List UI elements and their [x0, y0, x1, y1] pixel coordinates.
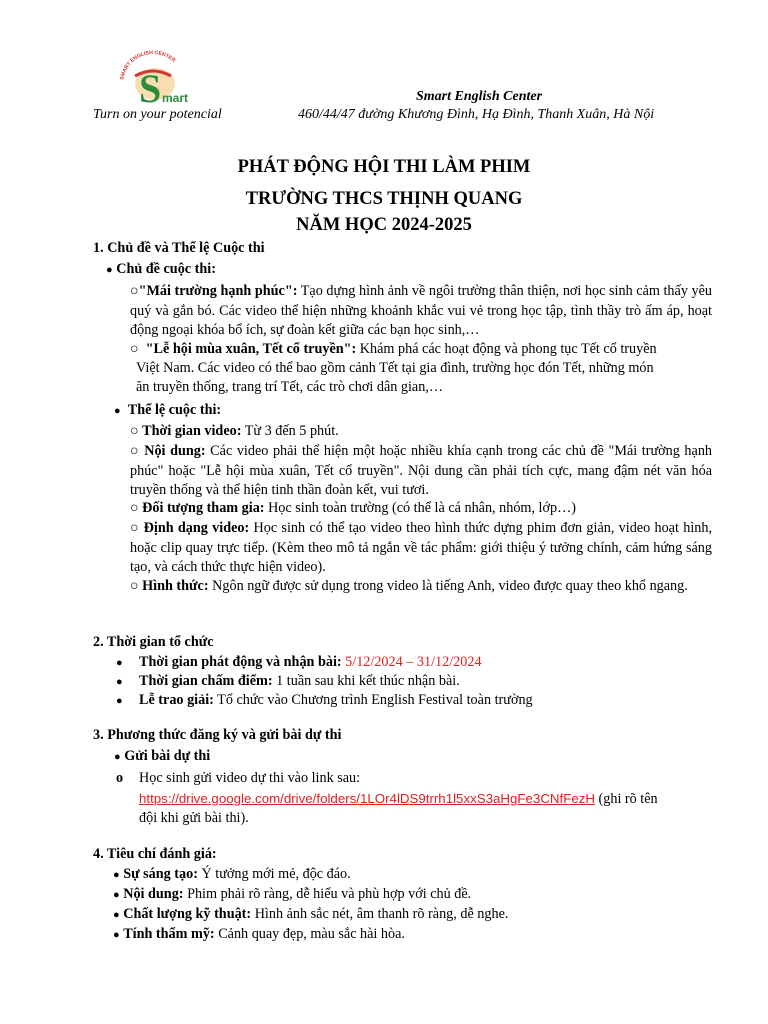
- rule-4: [130, 519, 712, 578]
- schedule-item-3: [116, 692, 123, 709]
- rule-1-text: Từ 3 đến 5 phút.: [241, 423, 339, 439]
- rule-4-text: Học sinh có thể tạo video theo hình thức dựng phim đơn giản, video hoạt hình, hoặc clip quay trực tiếp. (Kèm theo mô tả ngắn về tác phẩm: giới thiệu ý tưởng chính, cảm hứng sáng tạo, và cách thức thực hiện video).: [130, 520, 712, 576]
- rule-2-text: Các video phải thể hiện một hoặc nhiều khía cạnh trong các chủ đề "Mái trường hạnh phúc" hoặc "Lễ hội mùa xuân, Tết cổ truyền". Nội dung cần phải tích cực, mang đậm nét văn hóa truyền thống và thể hiện tinh thần đoàn kết, vui tươi.: [130, 443, 713, 499]
- submit-item: [114, 748, 210, 765]
- logo-suffix: mart: [162, 91, 189, 105]
- circle-bullet-icon: ○: [130, 500, 139, 516]
- address: 460/44/47 đường Khương Đình, Hạ Đình, Thanh Xuân, Hà Nội: [298, 107, 655, 122]
- criterion-2: [113, 886, 471, 903]
- topic-1-paragraph: [130, 282, 712, 341]
- section-2-heading: 2. Thời gian tổ chức: [93, 634, 214, 650]
- link-note: (ghi rõ tên: [594, 791, 658, 807]
- schedule-item-1-value: 5/12/2024 – 31/12/2024: [345, 654, 482, 670]
- criterion-2-text: Phim phải rõ ràng, dễ hiểu và phù hợp với chủ đề.: [183, 886, 472, 902]
- circle-bullet-icon: ○: [130, 520, 140, 536]
- rule-3-label: Đối tượng tham gia:: [142, 500, 265, 516]
- topic-2-line-1: [130, 341, 657, 358]
- circle-bullet-icon: ○: [130, 341, 139, 357]
- drive-link[interactable]: https://drive.google.com/drive/folders/1LOr4lDS9trrh1l5xxS3aHgFe3CNfFezH: [139, 791, 595, 806]
- schedule-item-3-text: [139, 692, 533, 709]
- circle-bullet-icon: ○: [130, 283, 139, 299]
- o-bullet-icon: o: [116, 770, 124, 786]
- rule-3-text: Học sinh toàn trường (có thể là cá nhân, nhóm, lớp…): [264, 500, 577, 516]
- motto: Turn on your potencial: [93, 107, 222, 122]
- bullet-icon: ●: [113, 889, 120, 901]
- criterion-2-label: Nội dung:: [123, 886, 184, 902]
- title-line-2: TRƯỜNG THCS THỊNH QUANG: [245, 189, 523, 209]
- rules-item: [114, 402, 221, 419]
- criterion-1-text: Ý tưởng mới mẻ, độc đáo.: [197, 866, 351, 882]
- rule-1-label: Thời gian video:: [142, 423, 242, 439]
- criterion-4-text: Cảnh quay đẹp, màu sắc hài hòa.: [214, 926, 405, 942]
- schedule-item-3-label: Lễ trao giải:: [139, 692, 214, 708]
- topic-2-text: Khám phá các hoạt động và phong tục Tết cổ truyền: [356, 341, 657, 357]
- submit-label: Gửi bài dự thi: [124, 748, 211, 764]
- circle-bullet-icon: ○: [130, 443, 140, 459]
- topics-label: Chủ đề cuộc thi:: [116, 261, 216, 277]
- rule-4-label: Định dạng video:: [143, 520, 250, 536]
- criterion-3-text: Hình ảnh sắc nét, âm thanh rõ ràng, dễ nghe.: [251, 906, 509, 922]
- topic-1-label: "Mái trường hạnh phúc":: [138, 283, 298, 299]
- title-line-1: PHÁT ĐỘNG HỘI THI LÀM PHIM: [237, 157, 531, 177]
- circle-bullet-icon: ○: [130, 578, 139, 594]
- section-1-heading: 1. Chủ đề và Thể lệ Cuộc thi: [93, 240, 265, 256]
- circle-bullet-icon: ○: [130, 423, 139, 439]
- bullet-icon: ●: [114, 405, 121, 417]
- schedule-item-1: [116, 654, 123, 671]
- schedule-item-1-text: [139, 654, 482, 671]
- rule-2: [130, 442, 712, 501]
- rule-5-text: Ngôn ngữ được sử dụng trong video là tiếng Anh, video được quay theo khổ ngang.: [208, 578, 688, 594]
- criterion-1: [113, 866, 351, 883]
- rule-3: [130, 500, 576, 517]
- bullet-icon: ●: [116, 676, 123, 688]
- criterion-3: [113, 906, 508, 923]
- smart-english-center-logo: [113, 46, 193, 108]
- criterion-3-label: Chất lượng kỹ thuật:: [123, 906, 252, 922]
- logo-letter: S: [139, 66, 162, 108]
- bullet-icon: ●: [106, 264, 113, 276]
- bullet-icon: ●: [113, 909, 120, 921]
- schedule-item-2-value: 1 tuần sau khi kết thúc nhận bài.: [272, 673, 460, 689]
- rule-1: [130, 423, 339, 440]
- topic-2-label: "Lễ hội mùa xuân, Tết cổ truyền":: [145, 341, 357, 357]
- bullet-icon: ●: [113, 929, 120, 941]
- topic-2-line-3: ăn truyền thống, trang trí Tết, các trò chơi dân gian,…: [136, 379, 444, 395]
- center-name: Smart English Center: [416, 89, 543, 104]
- schedule-item-2-label: Thời gian chấm điểm:: [139, 673, 273, 689]
- rule-5-label: Hình thức:: [142, 578, 209, 594]
- logo-arc-text: SMART ENGLISH CENTER: [119, 49, 177, 81]
- rule-2-label: Nội dung:: [144, 443, 206, 459]
- section-3-heading: 3. Phương thức đăng ký và gửi bài dự thi: [93, 727, 342, 743]
- criterion-4-label: Tính thẩm mỹ:: [123, 926, 215, 942]
- submit-link-line: [139, 791, 658, 808]
- bullet-icon: ●: [113, 869, 120, 881]
- rule-5: [130, 577, 712, 597]
- submit-text: Học sinh gửi video dự thi vào link sau:: [139, 770, 361, 786]
- topics-item: [106, 261, 216, 278]
- criterion-4: [113, 926, 405, 943]
- topic-1-text: Tạo dựng hình ảnh về ngôi trường thân thiện, nơi học sinh cảm thấy yêu quý và gắn bó. Các video thể hiện những khoảnh khắc vui vẻ trong học tập, tình thầy trò ấm áp, hoạt động ngoại khóa bổ ích, sự đoàn kết giữa các bạn học sinh,…: [130, 283, 712, 339]
- topic-2-line-2: Việt Nam. Các video có thể bao gồm cảnh Tết tại gia đình, trường học đón Tết, những món: [136, 360, 654, 376]
- title-line-3: NĂM HỌC 2024-2025: [296, 215, 472, 235]
- schedule-item-1-label: Thời gian phát động và nhận bài:: [139, 654, 342, 670]
- section-4-heading: 4. Tiêu chí đánh giá:: [93, 846, 217, 862]
- bullet-icon: ●: [116, 695, 123, 707]
- criterion-1-label: Sự sáng tạo:: [123, 866, 198, 882]
- schedule-item-2-text: [139, 673, 460, 690]
- link-note-line-2: đội khi gửi bài thi).: [139, 810, 249, 826]
- rules-label: Thể lệ cuộc thi:: [127, 402, 222, 418]
- schedule-item-3-value: Tổ chức vào Chương trình English Festival toàn trường: [213, 692, 533, 708]
- bullet-icon: ●: [114, 751, 121, 763]
- bullet-icon: ●: [116, 657, 123, 669]
- schedule-item-2: [116, 673, 123, 690]
